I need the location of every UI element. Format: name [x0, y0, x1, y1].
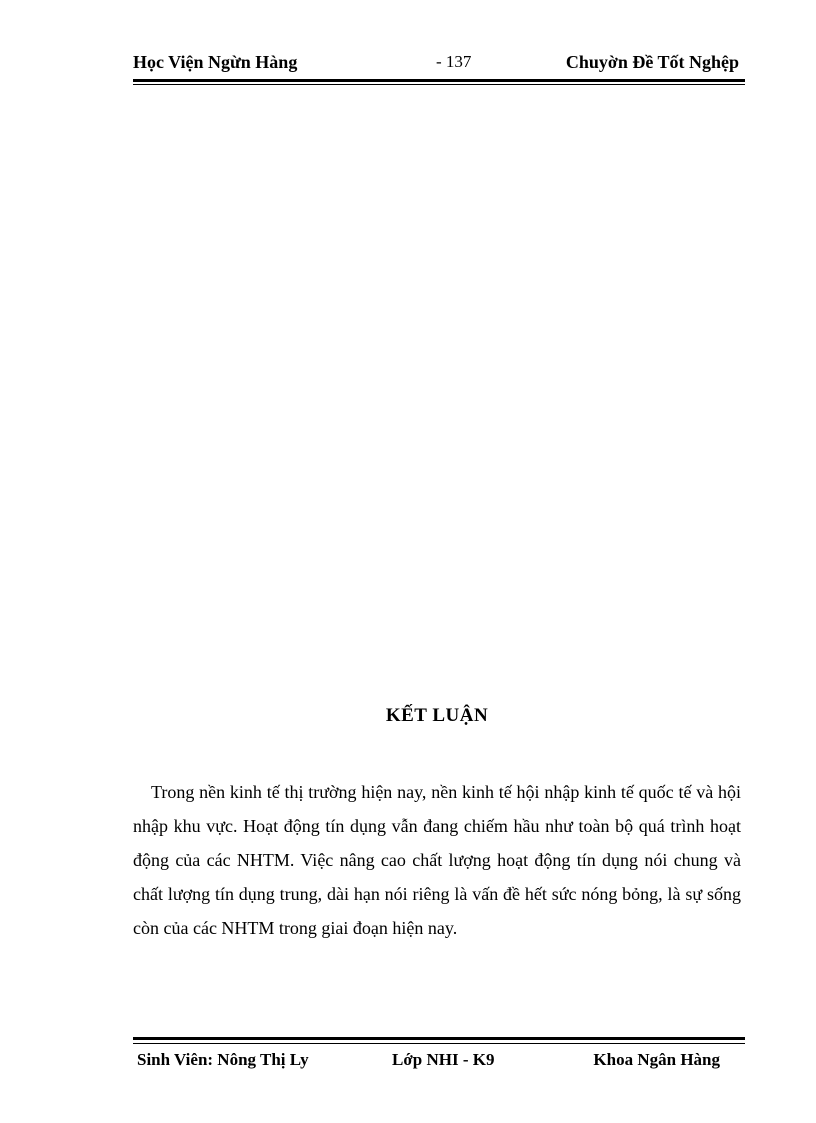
page-header	[133, 48, 745, 82]
header-institution: Học Viện Ngừn Hàng	[133, 52, 298, 72]
page-footer	[133, 1050, 745, 1076]
header-document-type: Chuyờn Đề Tốt Nghệp	[565, 52, 739, 72]
header-page-number: - 137	[436, 52, 472, 71]
footer-divider-thin	[133, 1043, 745, 1044]
footer-student-name: Sinh Viên: Nông Thị Ly	[137, 1050, 309, 1069]
conclusion-paragraph: Trong nền kinh tế thị trường hiện nay, nền kinh tế hội nhập kinh tế quốc tế và hội nhập khu vực. Hoạt động tín dụng vẫn đang chiếm hầu như toàn bộ quá trình hoạt động của các NHTM. Việc nâng cao chất lượng hoạt động tín dụng nói chung và chất lượng tín dụng trung, dài hạn nói riêng là vấn đề hết sức nóng bỏng, là sự sống còn của các NHTM trong giai đoạn hiện nay.	[133, 782, 741, 938]
footer-class: Lớp NHI - K9	[392, 1050, 495, 1069]
header-divider	[133, 79, 745, 82]
footer-divider	[133, 1037, 745, 1040]
footer-faculty: Khoa Ngân Hàng	[593, 1050, 720, 1069]
header-divider-thin	[133, 84, 745, 85]
section-title: KẾT LUẬN	[385, 705, 489, 726]
